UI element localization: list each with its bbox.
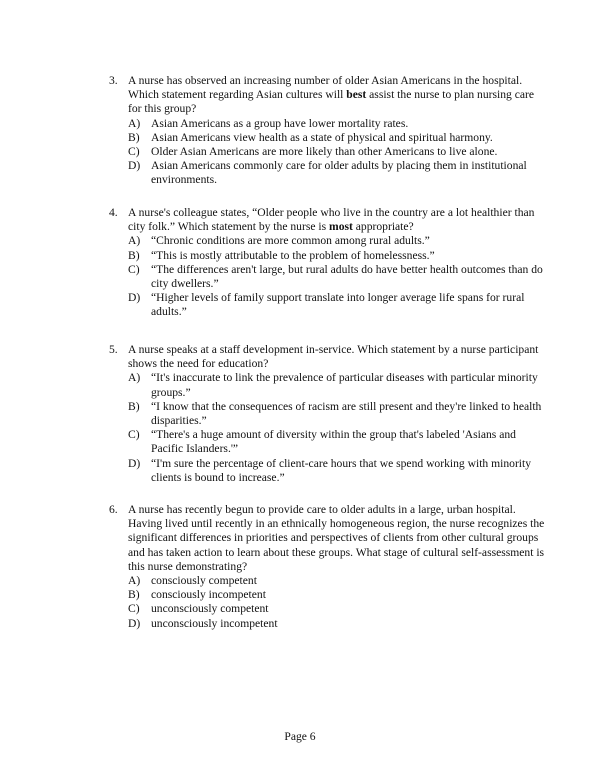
option-text: “It's inaccurate to link the prevalence of particular diseases with particular minority groups.” xyxy=(151,371,538,399)
option-letter: D) xyxy=(128,159,141,173)
option-text: “Chronic conditions are more common among rural adults.” xyxy=(151,234,430,248)
answer-option-d xyxy=(109,457,549,485)
option-letter: C) xyxy=(128,262,140,276)
answer-option-b xyxy=(109,249,549,263)
option-letter: B) xyxy=(128,130,140,144)
question-text-part: A nurse has recently begun to provide care to older adults in a large, urban hospital. Having lived until recently in an ethnically homogeneous region, the nurse recognizes the significant differences in priorities and perspectives of clients from other cultural groups and has taken action to learn about these groups. What stage of cultural self-assessment is this nurse demonstrating? xyxy=(128,503,545,573)
answer-option-a xyxy=(109,371,549,399)
page-number: Page 6 xyxy=(284,730,316,743)
option-letter: A) xyxy=(128,574,141,588)
question-number: 3. xyxy=(109,74,118,87)
answer-option-a xyxy=(109,117,549,131)
answer-option-c xyxy=(109,263,549,291)
option-letter: C) xyxy=(128,602,140,616)
option-letter: A) xyxy=(128,234,141,248)
option-text: Asian Americans view health as a state of physical and spiritual harmony. xyxy=(151,130,493,144)
question-number: 6. xyxy=(109,503,118,516)
option-text: “I know that the consequences of racism are still present and they're linked to health disparities.” xyxy=(151,399,542,428)
question-number: 4. xyxy=(109,206,118,219)
answer-options xyxy=(109,234,549,319)
answer-option-b xyxy=(109,588,549,602)
answer-option-d xyxy=(109,159,549,187)
answer-option-b xyxy=(109,400,549,428)
question-text xyxy=(128,74,534,115)
option-letter: A) xyxy=(128,116,141,130)
answer-options xyxy=(109,371,549,485)
option-text: “Higher levels of family support translate into longer average life spans for rural adults.” xyxy=(151,291,525,319)
option-letter: A) xyxy=(128,371,141,385)
question-text xyxy=(128,343,538,370)
option-text: Asian Americans as a group have lower mortality rates. xyxy=(151,116,409,130)
option-text: consciously incompetent xyxy=(151,588,266,602)
option-letter: B) xyxy=(128,399,140,413)
option-letter: D) xyxy=(128,616,141,630)
option-letter: B) xyxy=(128,588,140,602)
answer-options xyxy=(109,117,549,188)
answer-options xyxy=(109,574,549,631)
option-text: “This is mostly attributable to the problem of homelessness.” xyxy=(151,248,435,262)
answer-option-a xyxy=(109,574,549,588)
question-6 xyxy=(109,503,549,631)
option-text: Asian Americans commonly care for older adults by placing them in institutional environments. xyxy=(151,159,527,187)
question-text-part: appropriate? xyxy=(352,220,414,234)
question-emphasis: most xyxy=(329,220,353,234)
option-text: unconsciously incompetent xyxy=(151,616,278,630)
question-stem xyxy=(109,74,549,117)
question-3 xyxy=(109,74,549,188)
question-text xyxy=(128,503,544,573)
answer-option-c xyxy=(109,602,549,616)
option-letter: D) xyxy=(128,456,141,470)
question-text-part: A nurse speaks at a staff development in-service. Which statement by a nurse participant shows the need for education? xyxy=(128,343,539,371)
answer-option-a xyxy=(109,234,549,248)
question-text-part: A nurse's colleague states, “Older people who live in the country are a lot healthier than city folk.” Which statement by the nurse is xyxy=(128,206,535,234)
question-text xyxy=(128,206,534,233)
option-letter: C) xyxy=(128,145,140,159)
option-letter: D) xyxy=(128,291,141,305)
option-text: “I'm sure the percentage of client-care hours that we spend working with minority clients is bound to increase.” xyxy=(151,456,532,484)
question-stem xyxy=(109,503,549,574)
answer-option-b xyxy=(109,131,549,145)
option-text: unconsciously competent xyxy=(151,602,269,616)
answer-option-c xyxy=(109,428,549,456)
question-5 xyxy=(109,343,549,485)
answer-option-d xyxy=(109,291,549,319)
question-stem xyxy=(109,343,549,371)
question-stem xyxy=(109,206,549,234)
question-text-part: A nurse has observed an increasing number of older Asian Americans in the hospital. Which statement regarding Asian cultures will xyxy=(128,74,523,102)
option-letter: B) xyxy=(128,248,140,262)
answer-option-d xyxy=(109,617,549,631)
answer-option-c xyxy=(109,145,549,159)
question-emphasis: best xyxy=(346,88,367,102)
option-text: consciously competent xyxy=(151,574,257,588)
option-text: Older Asian Americans are more likely than other Americans to live alone. xyxy=(151,145,498,159)
question-text-part: assist the nurse to plan nursing care for this group? xyxy=(128,88,535,116)
question-number: 5. xyxy=(109,343,118,356)
question-4 xyxy=(109,206,549,320)
page-footer xyxy=(0,730,600,744)
option-text: “There's a huge amount of diversity within the group that's labeled 'Asians and Pacific Islanders.'” xyxy=(151,428,516,456)
option-text: “The differences aren't large, but rural adults do have better health outcomes than do city dwellers.” xyxy=(151,262,543,291)
option-letter: C) xyxy=(128,428,140,442)
